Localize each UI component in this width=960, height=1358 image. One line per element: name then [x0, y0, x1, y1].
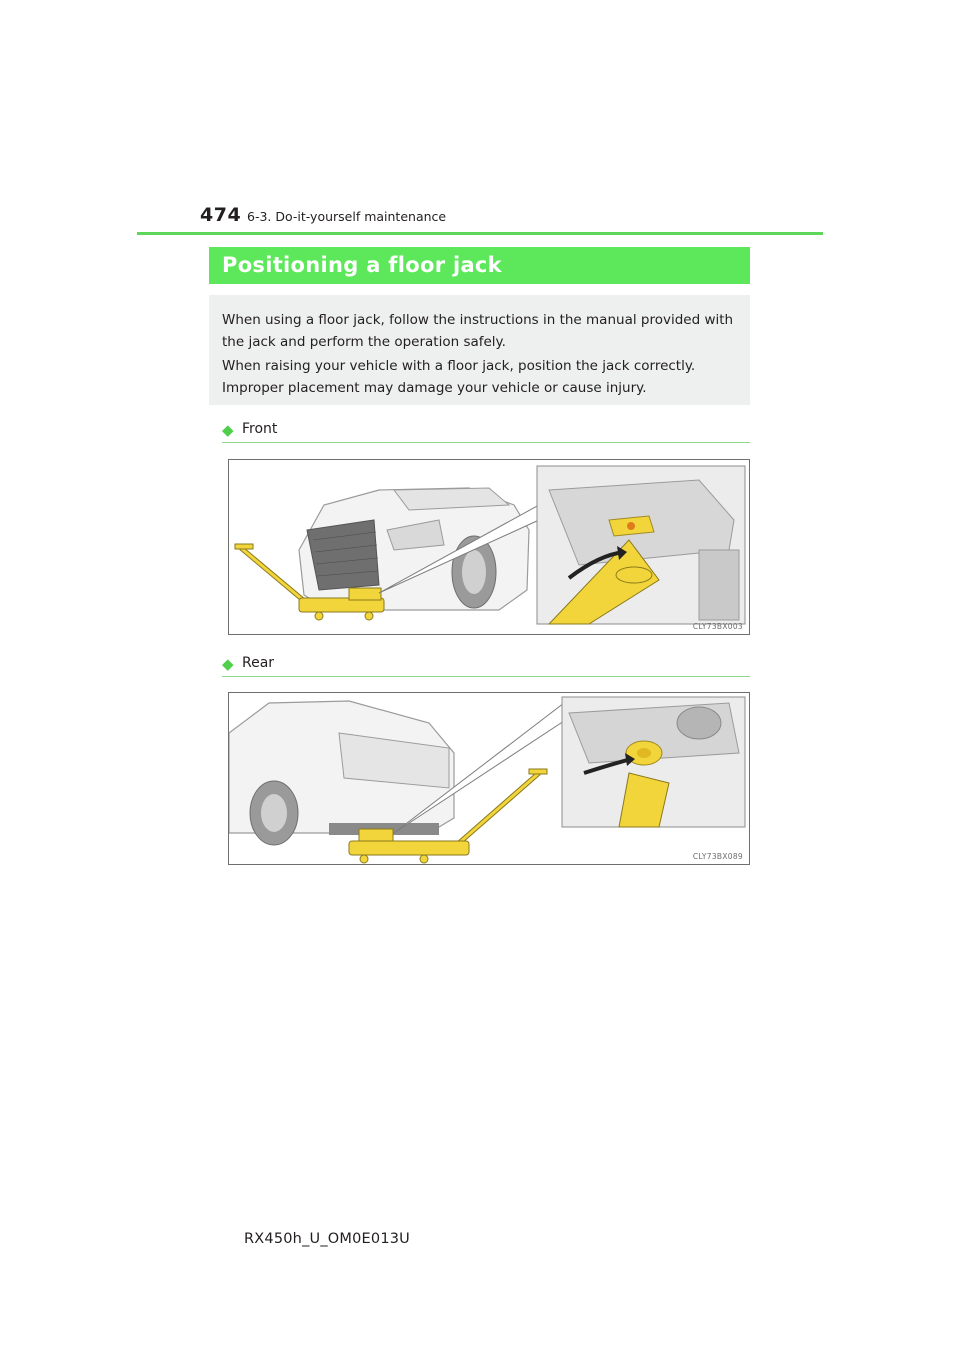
rear-jack-drawing	[229, 693, 749, 864]
page-number: 474	[200, 204, 242, 226]
diamond-bullet-icon: ◆	[222, 655, 234, 673]
section-heading-bar	[209, 247, 750, 284]
page-header	[200, 200, 840, 236]
intro-box	[209, 295, 750, 405]
subheading-front-label: Front	[242, 421, 278, 437]
front-jack-drawing	[229, 460, 749, 634]
model-code-footer: RX450h_U_OM0E013U	[244, 1231, 410, 1247]
rear-figure-code: CLY73BX089	[692, 852, 743, 861]
intro-paragraph-1: When using a floor jack, follow the instructions in the manual provided with the jack and perform the operation safely.	[222, 312, 734, 350]
subheading-front	[222, 420, 750, 443]
front-detail-inset	[537, 466, 745, 624]
diamond-bullet-icon: ◆	[222, 421, 234, 439]
header-divider	[137, 232, 823, 235]
rear-detail-inset	[562, 697, 745, 827]
subheading-rear	[222, 654, 750, 677]
front-jack-illustration	[228, 459, 750, 635]
subheading-rear-label: Rear	[242, 655, 275, 671]
chapter-title: 6-3. Do-it-yourself maintenance	[247, 209, 447, 224]
rear-jack-illustration	[228, 692, 750, 865]
intro-paragraph-2: When raising your vehicle with a floor jack, position the jack correctly. Improper placement may damage your vehicle or cause injury.	[222, 358, 696, 396]
front-figure-code: CLY73BX003	[692, 622, 743, 631]
section-title: Positioning a floor jack	[222, 253, 502, 277]
